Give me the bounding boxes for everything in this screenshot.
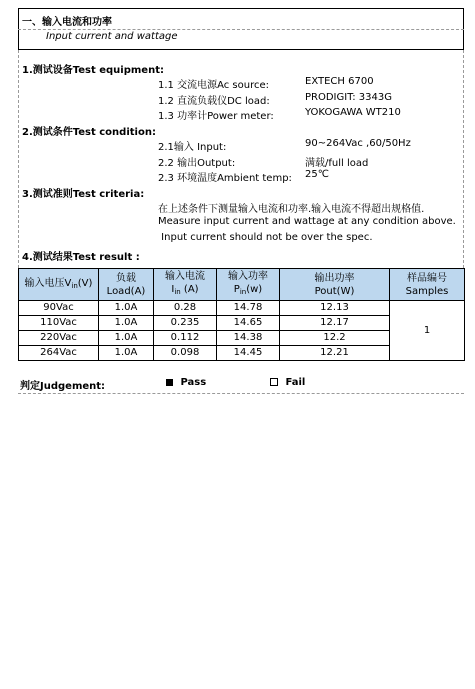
- criteria-line-2: Measure input current and wattage at any condition above.: [158, 216, 456, 227]
- col-header-load: 负载 Load(A): [99, 269, 154, 301]
- cell-vin: 90Vac: [19, 301, 99, 316]
- cell-vin: 110Vac: [19, 316, 99, 331]
- condition-label-2: 2.2 输出Output:: [158, 158, 236, 169]
- criteria-line-1: 在上述条件下测量输入电流和功率.输入电流不得超出规格值.: [158, 204, 425, 215]
- condition-label-3: 2.3 环境温度Ambient temp:: [158, 173, 292, 184]
- cell-iin: 0.112: [154, 331, 217, 346]
- equipment-label-2: 1.2 直流负载仪DC load:: [158, 96, 270, 107]
- dash-under-judgement: [18, 393, 464, 394]
- col-header-samples: 样品编号 Samples: [390, 269, 465, 301]
- condition-value-3: 25℃: [305, 169, 329, 180]
- condition-heading: 2.测试条件Test condition:: [22, 127, 156, 138]
- section-divider: [18, 49, 464, 50]
- cell-pout: 12.2: [280, 331, 390, 346]
- criteria-line-3: Input current should not be over the spec.: [158, 232, 373, 243]
- cell-pin: 14.78: [217, 301, 280, 316]
- cell-pout: 12.21: [280, 346, 390, 361]
- condition-value-2: 满载/full load: [305, 158, 369, 169]
- result-table: [18, 268, 465, 361]
- cell-iin: 0.28: [154, 301, 217, 316]
- cell-sample: 1: [390, 301, 465, 361]
- cell-pin: 14.38: [217, 331, 280, 346]
- table-header-row: [19, 269, 465, 301]
- cell-iin: 0.235: [154, 316, 217, 331]
- section-title: 一、输入电流和功率: [22, 17, 112, 28]
- cell-pin: 14.45: [217, 346, 280, 361]
- cell-pout: 12.17: [280, 316, 390, 331]
- equipment-value-1: EXTECH 6700: [305, 76, 374, 87]
- criteria-heading: 3.测试准则Test criteria:: [22, 189, 145, 200]
- cell-load: 1.0A: [99, 316, 154, 331]
- cell-load: 1.0A: [99, 301, 154, 316]
- cell-iin: 0.098: [154, 346, 217, 361]
- table-row: [19, 301, 465, 316]
- unchecked-box-icon: [270, 378, 278, 386]
- cell-load: 1.0A: [99, 331, 154, 346]
- top-border: [18, 8, 464, 9]
- cell-vin: 220Vac: [19, 331, 99, 346]
- right-dash-border: [463, 50, 464, 268]
- left-dash-border: [18, 50, 19, 268]
- pass-option[interactable]: Pass: [166, 377, 206, 388]
- col-header-pin: 输入功率 $P_{in}(w)$: [217, 269, 280, 301]
- checked-box-icon: [166, 379, 173, 386]
- col-header-vin: 输入电压$V_{in}(V)$: [19, 269, 99, 301]
- section-subtitle: Input current and wattage: [46, 31, 178, 42]
- equipment-value-2: PRODIGIT: 3343G: [305, 92, 392, 103]
- col-header-iin: 输入电流 $I_{in}$ (A): [154, 269, 217, 301]
- dash-under-title: [18, 29, 464, 30]
- col-header-pout: 输出功率 Pout(W): [280, 269, 390, 301]
- condition-value-1: 90~264Vac ,60/50Hz: [305, 138, 411, 149]
- result-heading: 4.测试结果Test result :: [22, 252, 140, 263]
- equipment-value-3: YOKOGAWA WT210: [305, 107, 401, 118]
- equipment-label-1: 1.1 交流电源Ac source:: [158, 80, 270, 91]
- equipment-heading: 1.测试设备Test equipment:: [22, 65, 164, 76]
- cell-load: 1.0A: [99, 346, 154, 361]
- cell-pin: 14.65: [217, 316, 280, 331]
- condition-label-1: 2.1输入 Input:: [158, 142, 227, 153]
- cell-pout: 12.13: [280, 301, 390, 316]
- equipment-label-3: 1.3 功率计Power meter:: [158, 111, 274, 122]
- fail-option[interactable]: Fail: [270, 377, 305, 388]
- judgement-label: 判定Judgement:: [20, 381, 106, 392]
- cell-vin: 264Vac: [19, 346, 99, 361]
